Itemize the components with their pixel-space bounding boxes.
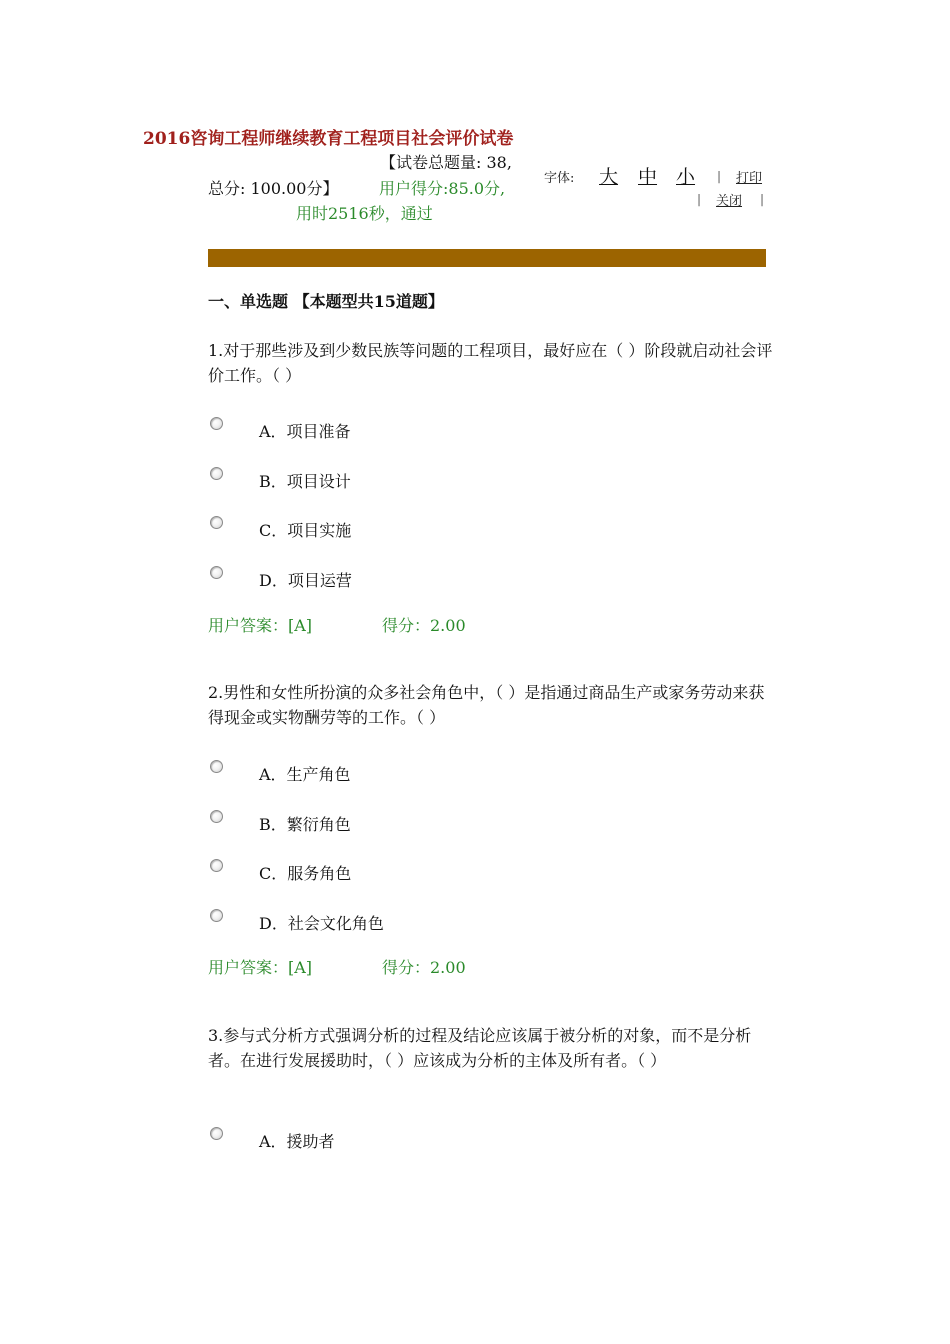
option-label: B．繁衍角色: [259, 815, 351, 834]
question-text: 2.男性和女性所扮演的众多社会角色中，（ ）是指通过商品生产或家务劳动来获得现金或实物酬劳等的工作。（ ）: [208, 683, 765, 727]
radio-option[interactable]: [210, 467, 223, 480]
section-title: 一、单选题 【本题型共15道题】: [208, 292, 444, 311]
font-small-button[interactable]: 小: [676, 166, 696, 188]
summary-user-score: 用户得分:85.0分,: [379, 179, 506, 198]
summary-question-count: 【试卷总题量: 38,: [380, 153, 512, 172]
close-link[interactable]: 关闭: [716, 194, 743, 209]
toolbar-divider: |: [760, 192, 765, 206]
option-label: C．服务角色: [259, 864, 352, 883]
question-text: 3.参与式分析方式强调分析的过程及结论应该属于被分析的对象，而不是分析者。在进行发展援助时，（ ）应该成为分析的主体及所有者。（ ）: [208, 1026, 752, 1070]
radio-option[interactable]: [210, 859, 223, 872]
radio-option[interactable]: [210, 909, 223, 922]
page-title: 2016咨询工程师继续教育工程项目社会评价试卷: [143, 129, 514, 149]
question-text: 1.对于那些涉及到少数民族等问题的工程项目，最好应在（ ）阶段就启动社会评价工作。（ ）: [208, 341, 773, 385]
option-label: A．援助者: [259, 1132, 335, 1151]
font-size-label: 字体:: [544, 171, 575, 186]
question-score: 得分：2.00: [382, 958, 466, 977]
toolbar-divider: |: [717, 169, 722, 183]
summary-total-score: 总分: 100.00分】: [208, 179, 339, 198]
radio-option[interactable]: [210, 566, 223, 579]
font-medium-button[interactable]: 中: [638, 166, 658, 188]
print-link[interactable]: 打印: [736, 171, 763, 186]
toolbar-divider: |: [697, 192, 702, 206]
summary-time-result: 用时2516秒，通过: [296, 204, 433, 223]
radio-option[interactable]: [210, 417, 223, 430]
font-large-button[interactable]: 大: [599, 166, 619, 188]
radio-option[interactable]: [210, 1127, 223, 1140]
radio-option[interactable]: [210, 516, 223, 529]
radio-option[interactable]: [210, 760, 223, 773]
option-label: D．社会文化角色: [259, 914, 384, 933]
header-divider-bar: [208, 249, 766, 267]
option-label: D．项目运营: [259, 571, 352, 590]
user-answer: 用户答案：[A]: [208, 616, 313, 635]
option-label: B．项目设计: [259, 472, 351, 491]
question-score: 得分：2.00: [382, 616, 466, 635]
radio-option[interactable]: [210, 810, 223, 823]
option-label: C．项目实施: [259, 521, 352, 540]
option-label: A．项目准备: [259, 422, 351, 441]
option-label: A．生产角色: [259, 765, 351, 784]
user-answer: 用户答案：[A]: [208, 958, 313, 977]
